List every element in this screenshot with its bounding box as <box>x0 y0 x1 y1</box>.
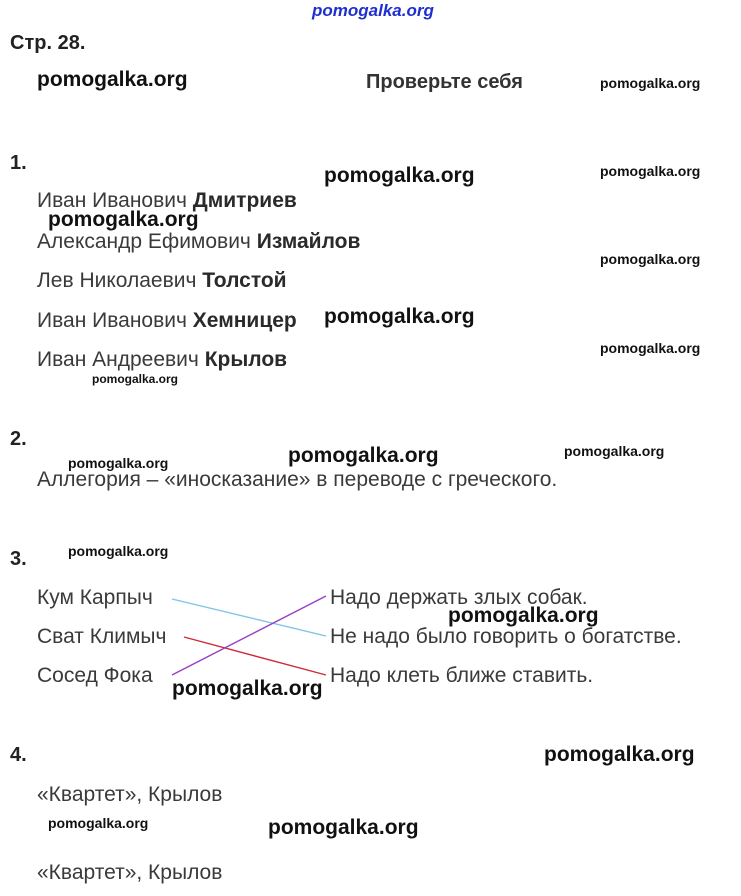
task-2-number: 2. <box>10 428 27 450</box>
watermark: pomogalka.org <box>600 251 701 267</box>
match-line-3 <box>172 596 326 675</box>
watermark: pomogalka.org <box>600 340 701 356</box>
author-line: Иван Иванович Хемницер <box>37 309 297 332</box>
watermark: pomogalka.org <box>48 815 149 831</box>
watermark: pomogalka.org <box>324 305 475 328</box>
fable-line: «Квартет», Крылов <box>37 861 223 884</box>
character-name: Кум Карпыч <box>37 586 153 609</box>
watermark: pomogalka.org <box>268 816 419 839</box>
task-4-number: 4. <box>10 744 27 766</box>
watermark: pomogalka.org <box>172 677 323 700</box>
watermark: pomogalka.org <box>92 372 179 386</box>
watermark: pomogalka.org <box>600 163 701 179</box>
moral-text: Не надо было говорить о богатстве. <box>330 625 682 648</box>
task-3-number: 3. <box>10 548 27 570</box>
character-name: Сосед Фока <box>37 664 153 687</box>
watermark: pomogalka.org <box>68 455 169 471</box>
page-reference: Стр. 28. <box>10 32 86 54</box>
watermark: pomogalka.org <box>37 68 188 91</box>
watermark: pomogalka.org <box>288 444 439 467</box>
watermark: pomogalka.org <box>48 208 199 231</box>
author-line: Александр Ефимович Измайлов <box>37 230 361 253</box>
top-watermark: pomogalka.org <box>312 1 434 20</box>
author-line: Лев Николаевич Толстой <box>37 269 287 292</box>
author-line: Иван Андреевич Крылов <box>37 348 288 371</box>
character-name: Сват Климыч <box>37 625 167 648</box>
watermark: pomogalka.org <box>324 164 475 187</box>
page-title: Проверьте себя <box>366 71 523 93</box>
author-line: Иван Иванович Дмитриев <box>37 189 297 212</box>
fable-line: «Квартет», Крылов <box>37 783 223 806</box>
moral-text: Надо держать злых собак. <box>330 586 588 609</box>
watermark: pomogalka.org <box>68 543 169 559</box>
watermark: pomogalka.org <box>564 443 665 459</box>
watermark: pomogalka.org <box>600 75 701 91</box>
task-1-number: 1. <box>10 152 27 174</box>
allegory-text: Аллегория – «иносказание» в переводе с греческого. <box>37 468 558 491</box>
moral-text: Надо клеть ближе ставить. <box>330 664 594 687</box>
match-line-1 <box>172 599 326 636</box>
match-line-2 <box>184 637 326 675</box>
watermark: pomogalka.org <box>544 743 695 766</box>
watermark: pomogalka.org <box>448 604 599 627</box>
